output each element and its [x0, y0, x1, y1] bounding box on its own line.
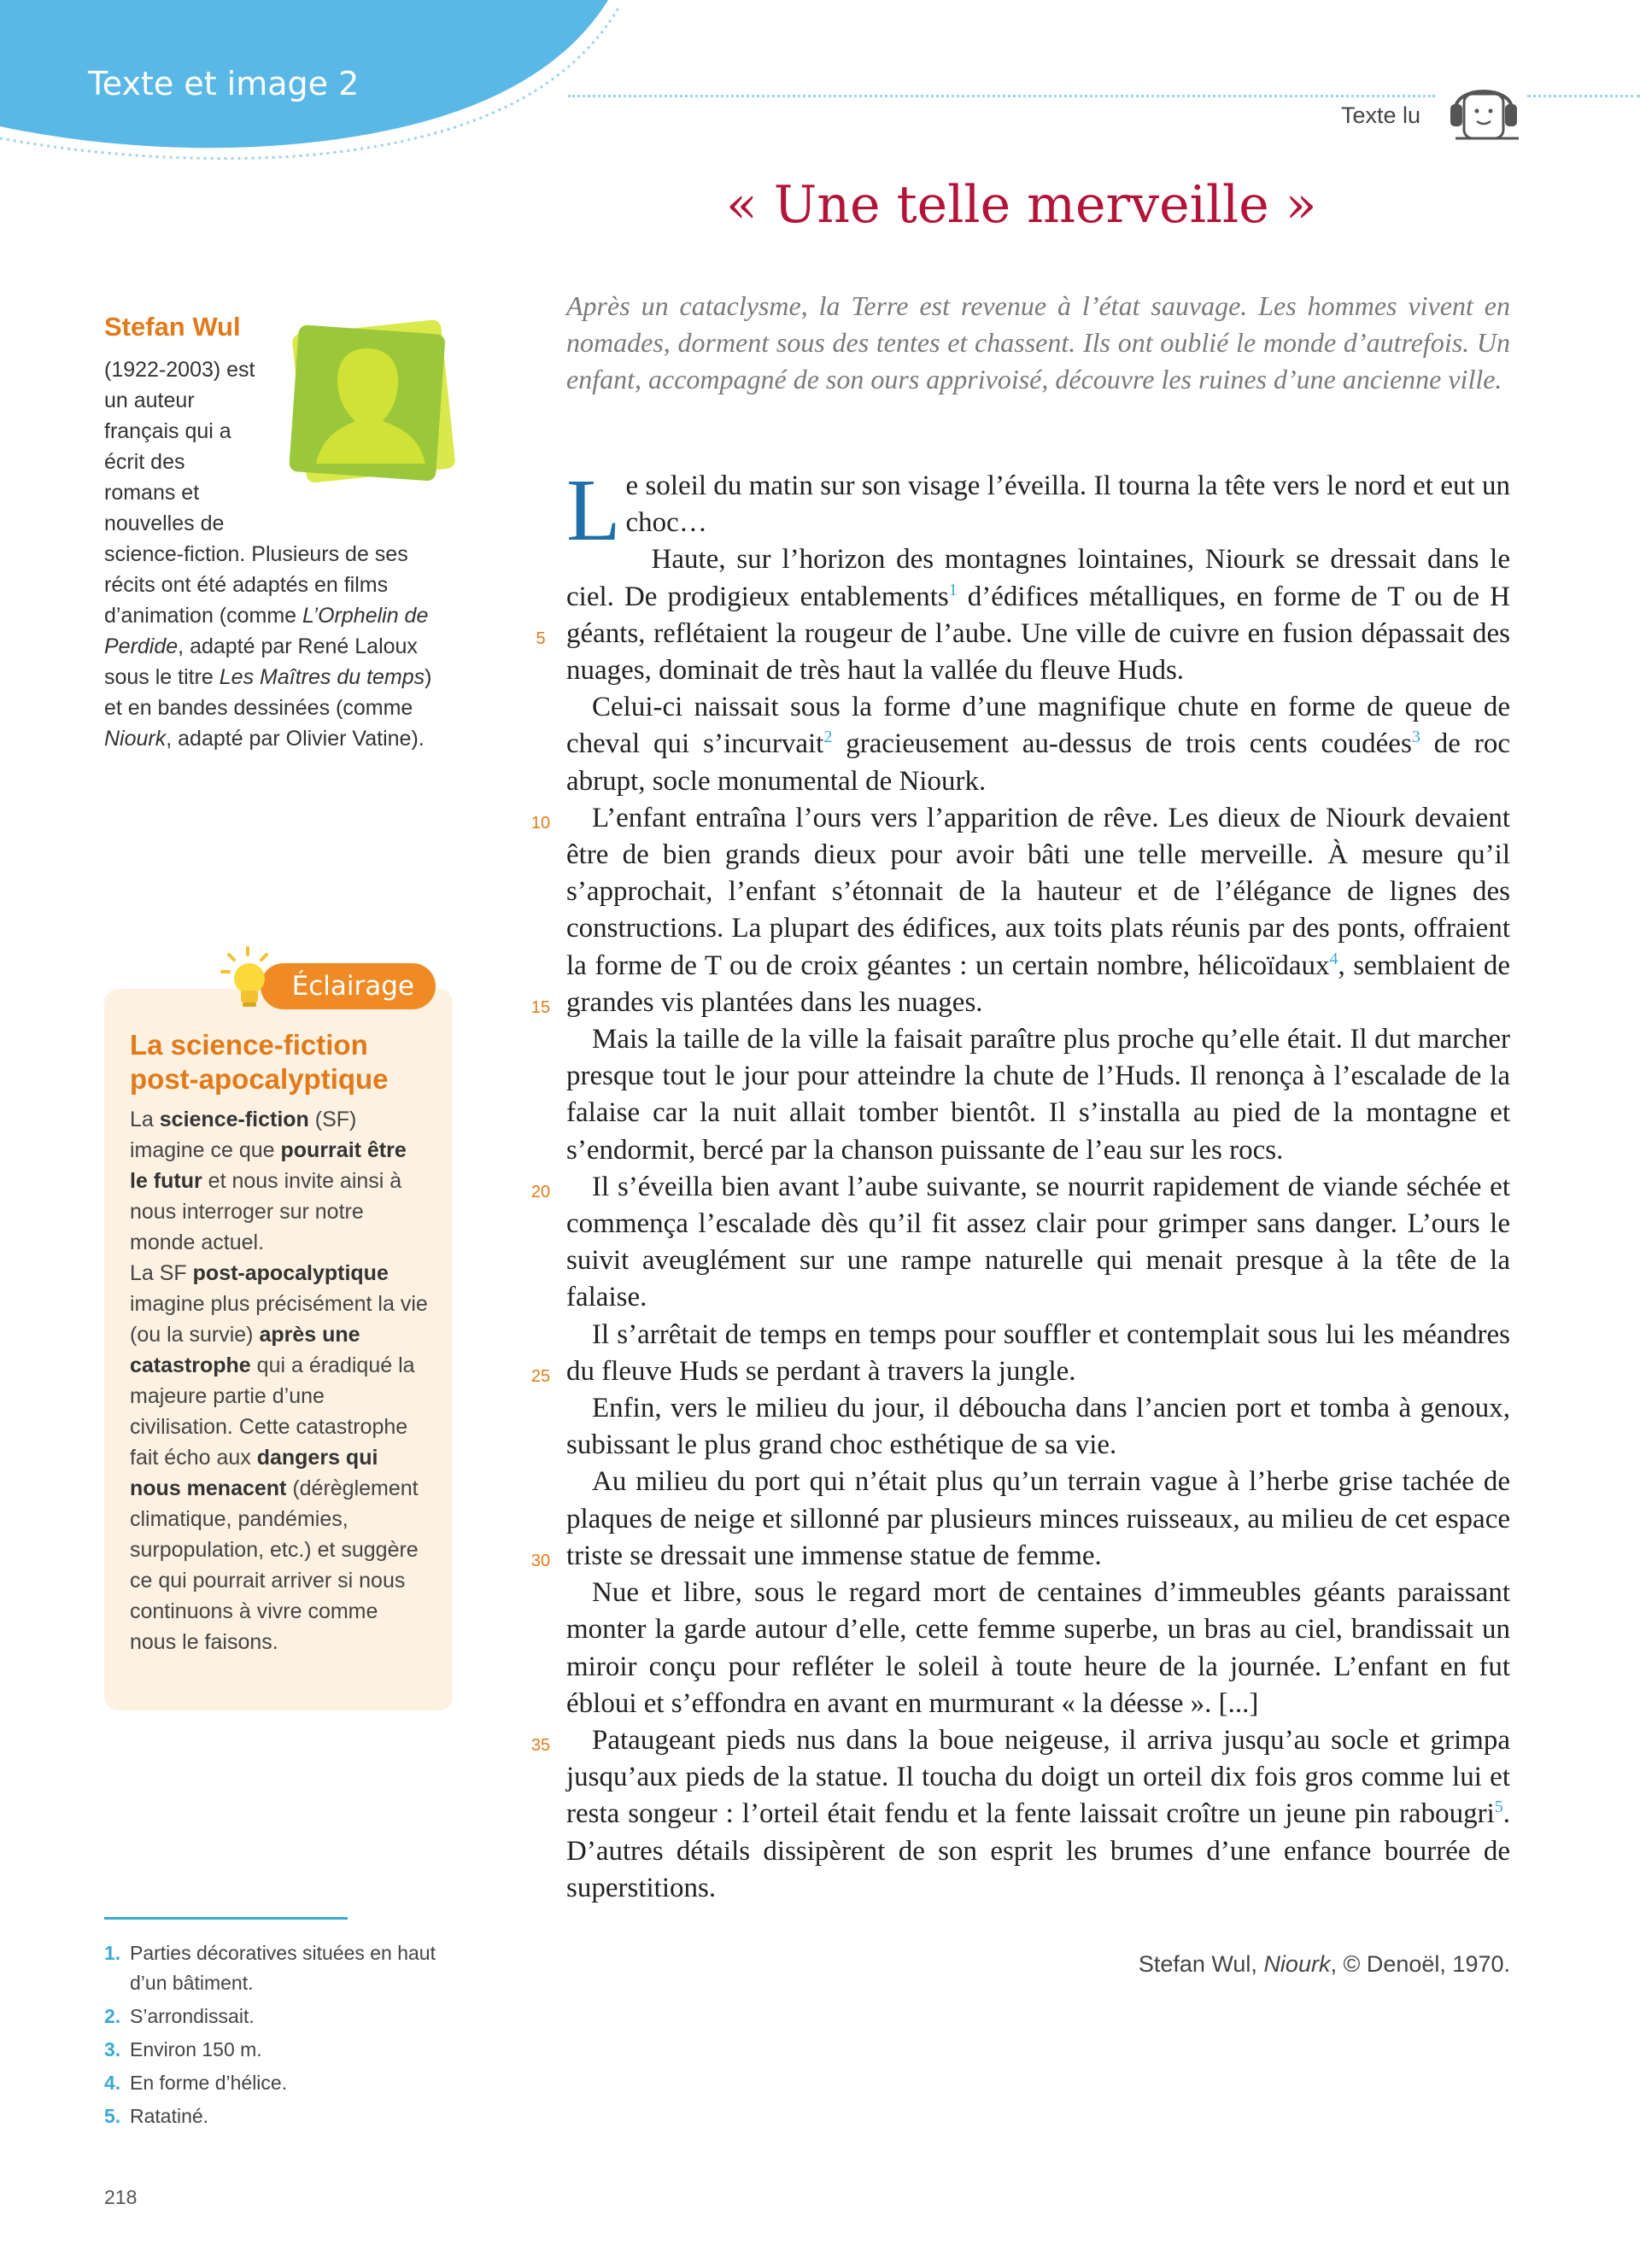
- story-paragraph: Il s’arrêtait de temps en temps pour souffler et contemplait sous lui les méandres du fleuve Huds se perdant à travers la jungle.: [566, 1318, 1510, 1387]
- story-paragraph: Mais la taille de la ville la faisait paraître plus proche qu’elle était. Il dut marcher presque tout le jour pour atteindre la chute de l’Huds. Il renonça à l’escalade de la falaise car la nuit allait tomber bientôt. Il s’installa au pied de la montagne et s’endormit, bercé par la chanson puissante de l’eau sur les rocs.: [566, 1024, 1510, 1166]
- author-bio: (1922-2003) est un auteur français qui a écrit des romans et nouvelles de science-fiction. Plusieurs de ses récits ont été adaptés en films d’animation (comme L’Orphelin de Perdide, adapté par René Laloux sous le titre Les Maîtres du temps) et en bandes dessinées (comme Niourk, adapté par Olivier Vatine).: [104, 358, 432, 751]
- line-number: 10: [530, 814, 551, 833]
- story-paragraph: Celui-ci naissait sous la forme d’une magnifique chute en forme de queue de cheval qui s’incurvait$^2$ gracieusement au-dessus de trois cents coudées$^3$ de roc abrupt, socle monumental de Niourk.: [566, 692, 1510, 797]
- story-paragraph: Il s’éveilla bien avant l’aube suivante, se nourrit rapidement de viande séchée et commença l’escalade dès qu’il fit assez clair pour grimper sans danger. L’ours le suivit aveuglément sur une rampe naturelle qui menait presque à la tête de la falaise.: [566, 1171, 1510, 1313]
- footnote-ref[interactable]: 1: [948, 580, 958, 599]
- footnotes-divider: [104, 1917, 348, 1920]
- footnote-item: 2. S’arrondissait.: [104, 2005, 255, 2027]
- eclairage-tab: Éclairage: [261, 963, 436, 1009]
- drop-cap: L: [566, 461, 621, 559]
- page-title: « Une telle merveille »: [726, 175, 1317, 235]
- audio-label: Texte lu: [1341, 102, 1421, 128]
- story-paragraph: Enfin, vers le milieu du jour, il déboucha dans l’ancien port et tomba à genoux, subissant le plus grand choc esthétique de sa vie.: [566, 1393, 1510, 1461]
- author-name: Stefan Wul: [104, 312, 241, 342]
- header-dotted-rule-left: [568, 95, 1435, 97]
- header-dotted-rule-right: [1527, 95, 1640, 97]
- footnote-item: 3. Environ 150 m.: [104, 2038, 262, 2060]
- story-paragraph: Nue et libre, sous le regard mort de centaines d’immeubles géants paraissant monter la garde autour d’elle, cette femme superbe, un bras au ciel, brandissait un miroir conçu pour refléter le soleil à toute heure de la journée. L’enfant en fut ébloui et s’effondra en avant en murmurant « la déesse ». [...]: [566, 1577, 1510, 1719]
- footnote-ref[interactable]: 5: [1494, 1797, 1503, 1817]
- line-number: 35: [530, 1736, 551, 1755]
- story-paragraph: Le soleil du matin sur son visage l’éveilla. Il tourna la tête vers le nord et eut un choc…: [566, 461, 1510, 559]
- line-number: 15: [530, 998, 551, 1017]
- source-citation: Stefan Wul, Niourk, © Denoël, 1970.: [1138, 1951, 1510, 1977]
- line-number: 30: [530, 1552, 551, 1570]
- line-number: 25: [530, 1367, 551, 1386]
- footnote-item: 4. En forme d’hélice.: [104, 2072, 288, 2094]
- section-title: Texte et image 2: [88, 65, 360, 102]
- story-paragraph: Haute, sur l’horizon des montagnes lointaines, Niourk se dressait dans le ciel. De prodigieux entablements$^1$ d’édifices métalliques, en forme de T ou de H géants, reflétaient la rougeur de l’aube. Une ville de cuivre en fusion dépassait des nuages, dominait de très haut la vallée du fleuve Huds.: [566, 544, 1510, 687]
- footnote-ref[interactable]: 4: [1329, 949, 1338, 968]
- story-paragraph: L’enfant entraîna l’ours vers l’apparition de rêve. Les dieux de Niourk devaient être de bien grands dieux pour avoir bâti une telle merveille. À mesure qu’il s’approchait, l’enfant s’étonnait de la hauteur et de l’élégance de lignes des constructions. La plupart des édifices, aux toits plats réunis par des ponts, offraient la forme de T ou de croix géantes : un certain nombre, hélicoïdaux$^4$, semblaient de grandes vis plantées dans les nuages.: [566, 802, 1511, 1018]
- headphones-icon[interactable]: [1445, 68, 1522, 145]
- story-paragraph: Au milieu du port qui n’était plus qu’un terrain vague à l’herbe grise tachée de plaques de neige et sillonné par plusieurs minces ruisseaux, au milieu de cet espace triste se dressait une immense statue de femme.: [566, 1466, 1510, 1571]
- story-paragraph: Pataugeant pieds nus dans la boue neigeuse, il arriva jusqu’au socle et grimpa jusqu’aux pieds de la statue. Il toucha du doigt un orteil dix fois gros comme lui et resta songeur : l’orteil était fendu et la fente laissait croître un jeune pin rabougri$^5$. D’autres détails dissipèrent de son esprit les brumes d’une enfance bourrée de superstitions.: [566, 1724, 1510, 1903]
- intro-text: Après un cataclysme, la Terre est revenue à l’état sauvage. Les hommes vivent en nomades, dorment sous des tentes et chassent. Ils ont oublié le monde d’autrefois. Un enfant, accompagné de son ours apprivoisé, découvre les ruines d’une ancienne ville.: [566, 290, 1510, 395]
- lightbulb-icon: [220, 946, 275, 1009]
- line-number: 20: [530, 1183, 551, 1201]
- eclairage-body: La science-fiction (SF) imagine ce que pourrait être le futur et nous invite ainsi à nous interroger sur notre monde actuel. La SF post-apocalyptique imagine plus précisément la vie (ou la survie) après une catastrophe qui a éradiqué la majeure partie d’une civilisation. Cette catastrophe fait écho aux dangers qui nous menacent (dérèglement climatique, pandémies, surpopulation, etc.) et suggère ce qui pourrait arriver si nous continuons à vivre comme nous le faisons.: [130, 1108, 428, 1654]
- story-text: [566, 461, 1511, 1907]
- page-number: 218: [104, 2186, 138, 2208]
- footnote-ref[interactable]: 2: [823, 728, 833, 747]
- footnotes-list: [104, 1938, 446, 2135]
- footnote-item: 5. Ratatiné.: [104, 2105, 209, 2127]
- footnote-ref[interactable]: 3: [1411, 728, 1420, 747]
- line-number: 5: [536, 629, 546, 648]
- footnote-item: 1. Parties décoratives situées en haut d’un bâtiment.: [104, 1942, 436, 1994]
- eclairage-heading: La science-fiction post-apocalyptique: [130, 1029, 389, 1095]
